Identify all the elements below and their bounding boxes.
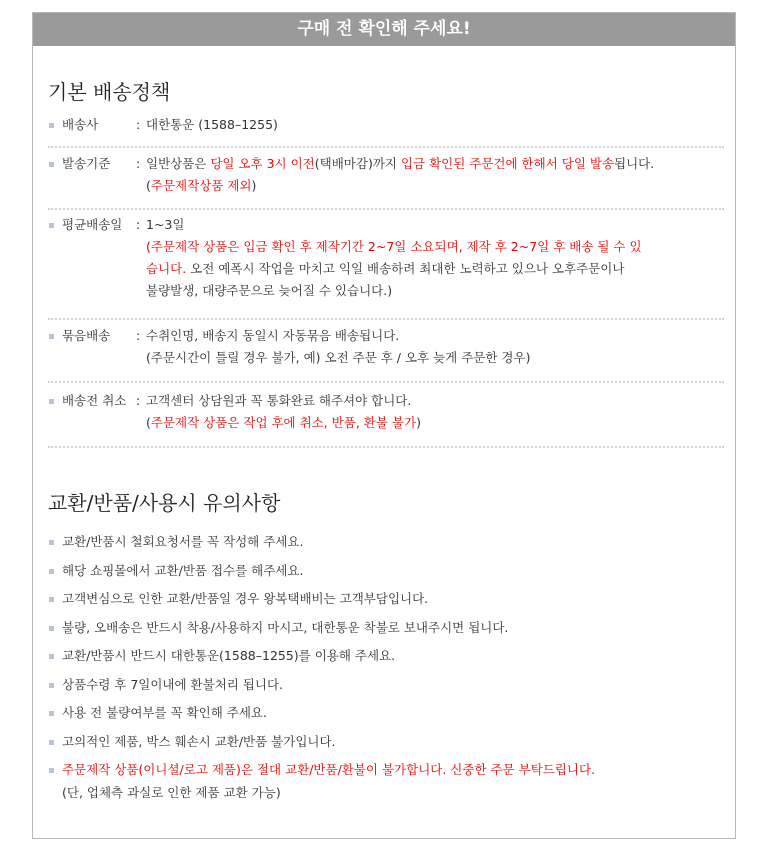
bullet-icon: [49, 540, 54, 545]
policy-value: [146, 390, 421, 434]
divider: [48, 381, 724, 383]
policy-value: [146, 114, 278, 136]
policy-text: (: [146, 415, 151, 430]
notice-text: 상품수령 후 7일이내에 환불처리 됩니다.: [62, 677, 284, 692]
policy-text: ): [251, 178, 257, 193]
policy-text-highlight: 주문제작상품 제외: [150, 178, 252, 193]
bullet-icon: [49, 740, 54, 745]
policy-text: 1~3일: [146, 217, 185, 232]
bullet-icon: [49, 223, 54, 228]
bullet-icon: [49, 569, 54, 574]
notice-text: 고의적인 제품, 박스 훼손시 교환/반품 불가입니다.: [62, 734, 336, 749]
bullet-icon: [49, 162, 54, 167]
policy-label: 배송사: [62, 117, 99, 132]
policy-colon: :: [136, 393, 141, 408]
policy-colon: :: [136, 156, 141, 171]
bullet-icon: [49, 626, 54, 631]
shipping-policy-heading: 기본 배송정책: [48, 80, 171, 104]
policy-text: ): [416, 415, 421, 430]
notice-text: 불량, 오배송은 반드시 착용/사용하지 마시고, 대한통운 착불로 보내주시면 됩니다.: [62, 620, 509, 635]
policy-text: 일반상품은: [146, 156, 211, 171]
policy-text: (주문시간이 틀릴 경우 불가, 예) 오전 주문 후 / 오후 늦게 주문한 경우): [146, 350, 531, 365]
policy-line: [146, 390, 421, 412]
divider: [48, 208, 724, 210]
bullet-icon: [49, 123, 54, 128]
divider: [48, 318, 724, 320]
policy-label: 발송기준: [62, 156, 111, 171]
divider: [48, 446, 724, 448]
policy-text-highlight: 당일 오후 3시 이전: [210, 156, 315, 171]
notice-text: 주문제작 상품(이니셜/로고 제품)은 절대 교환/반품/환불이 불가합니다. 신중한 주문 부탁드립니다.: [62, 762, 596, 777]
policy-line: [146, 280, 642, 302]
policy-line: [146, 214, 642, 236]
bullet-icon: [49, 654, 54, 659]
bullet-icon: [49, 768, 54, 773]
policy-line: [146, 236, 642, 258]
bullet-icon: [49, 597, 54, 602]
notice-text: 해당 쇼핑몰에서 교환/반품 접수를 해주세요.: [62, 563, 304, 578]
bullet-icon: [49, 399, 54, 404]
bullet-icon: [49, 334, 54, 339]
notice-text: 고객변심으로 인한 교환/반품일 경우 왕복택배비는 고객부담입니다.: [62, 591, 429, 606]
policy-line: [146, 175, 654, 197]
policy-label: 묶음배송: [62, 328, 111, 343]
policy-value: [146, 325, 530, 369]
policy-text: 수취인명, 배송지 동일시 자동묶음 배송됩니다.: [146, 328, 400, 343]
footnote-text: (단, 업체측 과실로 인한 제품 교환 가능): [62, 785, 281, 800]
purchase-notice-panel: [32, 12, 736, 839]
notice-text: 교환/반품시 철회요청서를 꼭 작성해 주세요.: [62, 534, 304, 549]
policy-text: 고객센터 상담원과 꼭 통화완료 해주셔야 합니다.: [146, 393, 412, 408]
policy-line: [146, 153, 654, 175]
policy-line: [146, 258, 642, 280]
policy-text: 불량발생, 대량주문으로 늦어질 수 있습니다.): [146, 283, 393, 298]
policy-text-highlight: (주문제작 상품은 입금 확인 후 제작기간 2~7일 소요되며, 제작 후 2~7일 후 배송 될 수 있: [146, 239, 642, 254]
policy-line: [146, 325, 530, 347]
notice-text: 사용 전 불량여부를 꼭 확인해 주세요.: [62, 705, 267, 720]
policy-colon: :: [136, 117, 141, 132]
policy-text-highlight: 주문제작 상품은 작업 후에 취소, 반품, 환불 불가: [150, 415, 417, 430]
bullet-icon: [49, 711, 54, 716]
policy-text: (택배마감)까지: [314, 156, 401, 171]
policy-label: 배송전 취소: [62, 393, 127, 408]
policy-value: [146, 214, 642, 302]
policy-line: [146, 114, 278, 136]
policy-text: 됩니다.: [614, 156, 655, 171]
policy-text: (: [146, 178, 151, 193]
returns-heading: 교환/반품/사용시 유의사항: [48, 491, 281, 515]
notice-banner: 구매 전 확인해 주세요!: [33, 13, 735, 46]
policy-line: [146, 347, 530, 369]
policy-text: 대한통운 (1588–1255): [146, 117, 278, 132]
policy-text-highlight: 습니다.: [146, 261, 187, 276]
divider: [48, 146, 724, 148]
policy-value: [146, 153, 654, 197]
policy-text: 오전 예폭시 작업을 마치고 익일 배송하려 최대한 노력하고 있으나 오후주문이나: [186, 261, 625, 276]
policy-colon: :: [136, 217, 141, 232]
bullet-icon: [49, 683, 54, 688]
policy-text-highlight: 입금 확인된 주문건에 한해서 당일 발송: [400, 156, 615, 171]
policy-line: [146, 412, 421, 434]
policy-colon: :: [136, 328, 141, 343]
notice-text: 교환/반품시 반드시 대한통운(1588–1255)를 이용해 주세요.: [62, 648, 396, 663]
policy-label: 평균배송일: [62, 217, 123, 232]
